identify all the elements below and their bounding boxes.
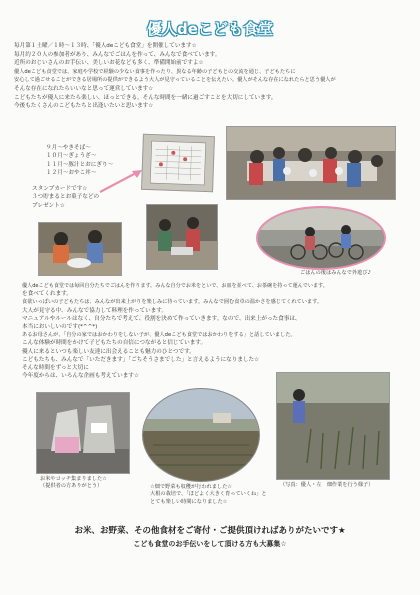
cooking-photo-2: [146, 204, 218, 270]
intro-line: そんな存在になれたらいいなと思って運営しています☆: [14, 85, 154, 92]
vegetable-field-photo: [142, 388, 260, 482]
menu-item: １２月～おやこ丼～: [46, 170, 97, 177]
stamp-line: スタンプカードです☆: [32, 186, 88, 192]
menu-item: １１月～豚汁とおにぎり～: [46, 161, 114, 168]
rice-donation-caption: [40, 476, 107, 491]
children-eating-photo: [226, 126, 396, 200]
intro-line: 優人deこども食堂では、家庭や学校で経験の少ない食事を作ったり、異なる年齢の子どもとの交流を通じ、子どもたちに: [14, 68, 296, 75]
field-work-caption: （写真：優人・左 畑作業を行う様子）: [280, 482, 374, 488]
vegetable-field-caption: [150, 484, 267, 506]
rice-donation-photo: [36, 392, 130, 474]
arrow-icon: [98, 166, 144, 196]
body-text: [22, 282, 328, 380]
page-title: 優人deこども食堂: [147, 20, 273, 38]
body-line: 大人が見守る中、みんなで協力して料理を作っています。: [22, 307, 167, 314]
intro-line: こどもたちが優人に来たら楽しい、ほっとできる。そんな時間を一緒に過ごすことを大切にしています。: [14, 94, 277, 101]
menu-item: １０月～ぎょうざ～: [46, 153, 97, 160]
body-line: 本当においしいのです(*^^*): [22, 324, 98, 331]
stamp-card-text: [32, 185, 99, 210]
body-line: あるお母さんが、「自分の家ではおかわりをしない子が、優人deこども食堂ではおかわりをする」と話していました。: [22, 332, 296, 339]
body-line: 優人に来るといつも楽しい友達に出会えることも魅力のひとつです。: [22, 348, 195, 355]
caption-line: ☆畑で野菜も収穫が行われました☆: [150, 484, 232, 490]
body-line: こんな体験が時間をかけて子どもたちの自信につながると信じています。: [22, 340, 207, 347]
body-line: マニュアルやルールはなく、自分たちで考えて、役割を決めて作っていきます。なので、出来上がった食事は、: [22, 315, 301, 322]
footer: [0, 524, 420, 549]
caption-line: 大根の栽培で、「ほどよく大きく育っていくね」と: [150, 491, 267, 498]
body-line: こどもたちも、みんなで「いただきます」「ごちそうさまでした」と言えるようになりました☆: [22, 356, 260, 363]
menu-item: ９月～やきそば～: [46, 145, 91, 151]
body-line: 優人deこども食堂では毎回自分たちでごはんを作ります。みんな自分でお米をといで、お皿を並べて、お茶碗を持って運んでいます。: [22, 283, 328, 289]
outdoor-play-caption: ごはんの後はみんなで外遊び♪: [300, 270, 371, 276]
stamp-card-photo: [141, 134, 215, 192]
field-work-photo: [276, 372, 390, 480]
caption-line: （提供者の方ありがとう）: [40, 483, 103, 490]
intro-line: 今後もたくさんのこどもたちと出逢いたいと思います☆: [14, 103, 154, 110]
intro-line: 毎月第１土曜／１時～１３時、「優人deこども食堂」を開催しています☆: [14, 43, 197, 49]
body-line: 食欲いっぱいの子どもたちは、みんなが出来上がりを楽しみに待っています。みんなで囲む食卓の温かさを感じてくれています。: [22, 299, 323, 306]
cooking-photo-1: [38, 222, 122, 276]
caption-line: お米やコッチ集まりました☆: [40, 476, 107, 482]
stamp-line: ３つ貯まるとお菓子などの: [32, 194, 100, 201]
body-line: を食べてくれます。: [22, 291, 72, 298]
donation-request: お米、お野菜、その他食材をご寄付・ご提供頂ければありがたいです★: [74, 526, 346, 536]
caption-line: とても楽しい時間になりました☆: [150, 498, 228, 505]
intro-line: 毎月約２０人の参加者があり、みんなでごはんを作って、みんなで食べています。: [14, 51, 221, 58]
body-line: そんな時間をずっと大切に: [22, 365, 89, 372]
intro-line: 安心して過ごせることができる居場所の提供ができるよう大人が見守っていることを伝えたい。優人がそんな存在になれたらと思う優人が: [14, 77, 336, 84]
intro-line: 近所のおじいさんのお手伝い、美しいお花なども多く、準備開始前ですよ☆: [14, 60, 204, 67]
volunteer-request: こども食堂のお手伝いをして頂ける方も大募集☆: [133, 540, 287, 548]
body-line: 今年度からは、いろんな企画も考えています☆: [22, 373, 139, 380]
intro-text: [14, 42, 336, 111]
outdoor-play-photo: [256, 206, 386, 270]
stamp-line: プレゼント☆: [32, 202, 65, 209]
